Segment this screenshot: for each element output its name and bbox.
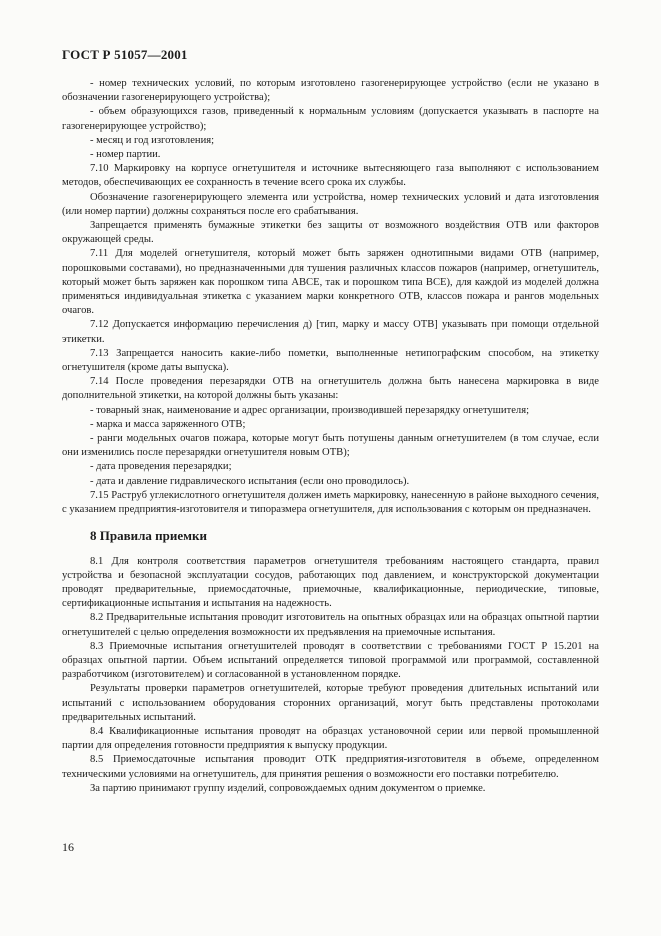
- paragraph: 7.15 Раструб углекислотного огнетушителя должен иметь маркировку, нанесенную в районе выходного сечения, с указанием предприятия-изготовителя и типоразмера огнетушителя, для использования с которым он предназначен.: [62, 489, 599, 516]
- paragraph: - марка и масса заряженного ОТВ;: [90, 418, 246, 430]
- paragraph: Результаты проверки параметров огнетушителей, которые требуют проведения длительных испытаний или испытаний с использованием оборудования сторонних организаций, могут быть представлены протоколами предварительных испытаний.: [62, 683, 599, 723]
- paragraph: - дата и давление гидравлического испытания (если оно проводилось).: [90, 475, 410, 487]
- paragraph: Запрещается применять бумажные этикетки без защиты от возможного воздействия ОТВ или факторов окружающей среды.: [62, 220, 599, 246]
- paragraph: 7.10 Маркировку на корпусе огнетушителя и источнике вытесняющего газа выполняют с использованием методов, обеспечивающих ее сохранность в течение всего срока их службы.: [62, 163, 599, 189]
- page-number: 16: [62, 840, 74, 854]
- paragraph: - номер партии.: [90, 149, 161, 161]
- paragraph: 7.14 После проведения перезарядки ОТВ на огнетушитель должна быть нанесена маркировка в виде дополнительной этикетки, на которой должны быть указаны:: [62, 376, 599, 402]
- paragraph: - товарный знак, наименование и адрес организации, производившей перезарядку огнетушителя;: [90, 404, 530, 416]
- acceptance-section: [62, 555, 599, 796]
- paragraph: За партию принимают группу изделий, сопровождаемых одним документом о приемке.: [90, 782, 486, 794]
- document-body: [62, 77, 599, 796]
- document-header: ГОСТ Р 51057—2001: [62, 47, 188, 62]
- paragraph: 8.2 Предварительные испытания проводит изготовитель на опытных образцах или на образцах опытной партии огнетушителей с целью определения возможности их предъявления на приемочные испытания.: [62, 612, 599, 638]
- paragraph: 7.11 Для моделей огнетушителя, который может быть заряжен однотипными видами ОТВ (например, порошковыми составами), но предназначенными для тушения различных классов пожаров (например, огнетушитель, который может быть заряжен как порошком типа АВСЕ, так и порошком типа ВСЕ), для каждой из моделей должна применяться индивидуальная этикетка с указанием марки конкретного ОТВ, классов пожара и рангов модельных очагов.: [62, 248, 599, 317]
- paragraph: 8.5 Приемосдаточные испытания проводит ОТК предприятия-изготовителя в объеме, определенном техническими условиями на огнетушитель, для принятия решения о возможности его поставки потребителю.: [62, 754, 599, 780]
- paragraph: - ранги модельных очагов пожара, которые могут быть потушены данным огнетушителем (в том случае, если они изменились после перезарядки огнетушителя новым ОТВ);: [62, 433, 599, 459]
- paragraph: 8.1 Для контроля соответствия параметров огнетушителя требованиям настоящего стандарта, правил устройства и безопасной эксплуатации сосудов, работающих под давлением, и конструкторской документации проводят предварительные, приемосдаточные, приемочные, квалификационные, периодические, типовые, сертификационные испытания и испытания на надежность.: [62, 555, 599, 610]
- paragraph: - месяц и год изготовления;: [90, 134, 215, 146]
- paragraph: - объем образующихся газов, приведенный к нормальным условиям (допускается указывать в паспорте на газогенерирующее устройство);: [62, 106, 599, 132]
- paragraph: 8.3 Приемочные испытания огнетушителей проводят в соответствии с требованиями ГОСТ Р 15.201 на образцах опытной партии. Объем испытаний определяется типовой программой или программой, составленной разработчиком (изготовителем) и согласованной в установленном порядке.: [62, 640, 599, 681]
- paragraph: Обозначение газогенерирующего элемента или устройства, номер технических условий и дата изготовления (или номер партии) должны сохраняться после его срабатывания.: [62, 191, 599, 217]
- marking-section: [62, 77, 599, 517]
- section-heading: 8 Правила приемки: [90, 528, 207, 544]
- paragraph: - дата проведения перезарядки;: [90, 461, 232, 473]
- paragraph: - номер технических условий, по которым изготовлено газогенерирующее устройство (если не указано в обозначении газогенерирующего устройства);: [62, 78, 599, 104]
- paragraph: 7.12 Допускается информацию перечисления д) [тип, марку и массу ОТВ] указывать при помощи отдельной этикетки.: [62, 319, 599, 345]
- paragraph: 8.4 Квалификационные испытания проводят на образцах установочной серии или первой промышленной партии для определения готовности предприятия к выпуску продукции.: [62, 725, 599, 752]
- paragraph: 7.13 Запрещается наносить какие-либо пометки, выполненные нетипографским способом, на этикетку огнетушителя (кроме даты выпуска).: [62, 347, 599, 374]
